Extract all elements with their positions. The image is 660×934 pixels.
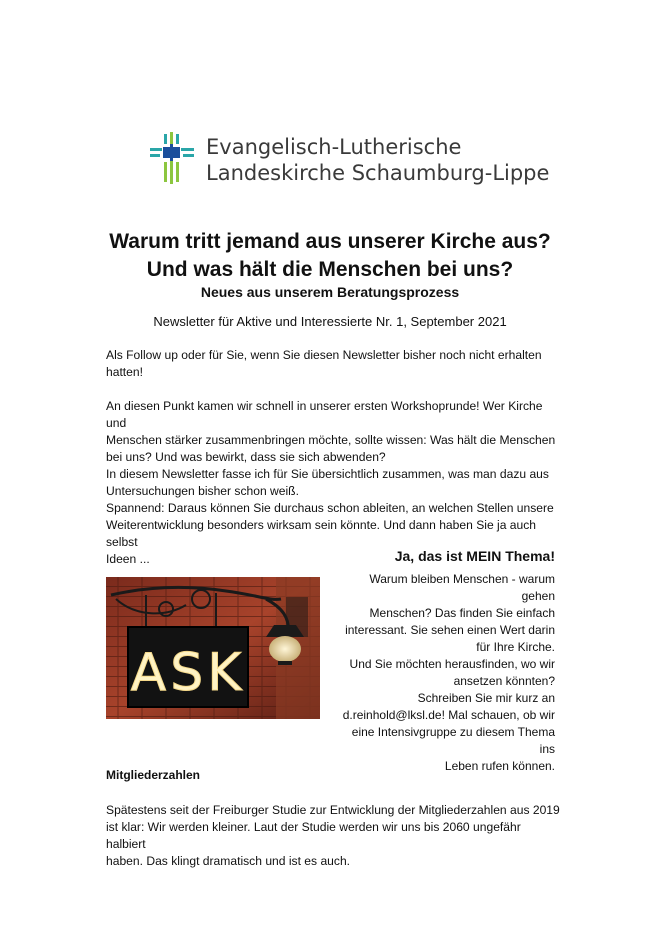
newsletter-subtitle: Neues aus unserem Beratungsprozess: [200, 284, 460, 300]
text-line: Menschen? Das finden Sie einfach: [369, 606, 555, 620]
text-line: haben. Das klingt dramatisch und ist es auch.: [106, 854, 351, 868]
text-line: Untersuchungen bisher schon weiß.: [106, 484, 299, 498]
callout-heading: Ja, das ist MEIN Thema!: [394, 548, 555, 564]
text-line: Weiterentwicklung besonders wirksam sein könnte. Und dann haben Sie ja auch selbst: [106, 518, 537, 549]
intro-paragraph: [106, 347, 561, 381]
text-line: Schreiben Sie mir kurz an: [417, 691, 555, 705]
church-logo: [150, 130, 550, 186]
sign-text: ASK: [130, 643, 246, 703]
text-line: An diesen Punkt kamen wir schnell in unserer ersten Workshoprunde! Wer Kirche und: [106, 399, 543, 430]
text-line: eine Intensivgruppe zu diesem Thema ins: [351, 725, 555, 756]
logo-line-1: Evangelisch-Lutherische: [206, 135, 462, 159]
text-line: hatten!: [106, 365, 143, 379]
text-line: bei uns? Und was bewirkt, dass sie sich abwenden?: [106, 450, 386, 464]
text-line: Als Follow up oder für Sie, wenn Sie diesen Newsletter bisher noch nicht erhalten: [106, 348, 542, 362]
text-line: Warum bleiben Menschen - warum gehen: [369, 572, 555, 603]
text-line: ist klar: Wir werden kleiner. Laut der Studie werden wir uns bis 2060 ungefähr halbiert: [106, 820, 521, 851]
title-line-2: Und was hält die Menschen bei uns?: [146, 258, 514, 281]
callout-text: [334, 571, 555, 775]
text-line: interessant. Sie sehen einen Wert darin: [345, 623, 555, 637]
text-line: für Ihre Kirche.: [476, 640, 555, 654]
issue-line: Newsletter für Aktive und Interessierte Nr. 1, September 2021: [153, 314, 507, 329]
section-heading: Mitgliederzahlen: [106, 768, 201, 782]
text-line: Ideen ...: [106, 552, 150, 566]
text-line: Leben rufen können.: [444, 759, 555, 773]
text-line: d.reinhold@lksl.de! Mal schauen, ob wir: [342, 708, 555, 722]
text-line: Spannend: Daraus können Sie durchaus schon ableiten, an welchen Stellen unsere: [106, 501, 554, 515]
text-line: In diesem Newsletter fasse ich für Sie übersichtlich zusammen, was man dazu aus: [106, 467, 549, 481]
ask-sign-photo: [106, 577, 320, 719]
ask-sign-illustration: [106, 577, 320, 719]
section-paragraph: [106, 802, 561, 870]
text-line: Spätestens seit der Freiburger Studie zur Entwicklung der Mitgliederzahlen aus 2019: [106, 803, 560, 817]
cross-logo-icon: [150, 132, 194, 184]
text-line: ansetzen könnten?: [453, 674, 555, 688]
newsletter-title: [60, 228, 600, 284]
logo-line-2: Landeskirche Schaumburg-Lippe: [206, 161, 550, 185]
text-line: Menschen stärker zusammenbringen möchte, sollte wissen: Was hält die Menschen: [106, 433, 556, 447]
text-line: Und Sie möchten herausfinden, wo wir: [349, 657, 555, 671]
body-paragraph: [106, 398, 561, 568]
title-line-1: Warum tritt jemand aus unserer Kirche aus?: [109, 230, 551, 253]
